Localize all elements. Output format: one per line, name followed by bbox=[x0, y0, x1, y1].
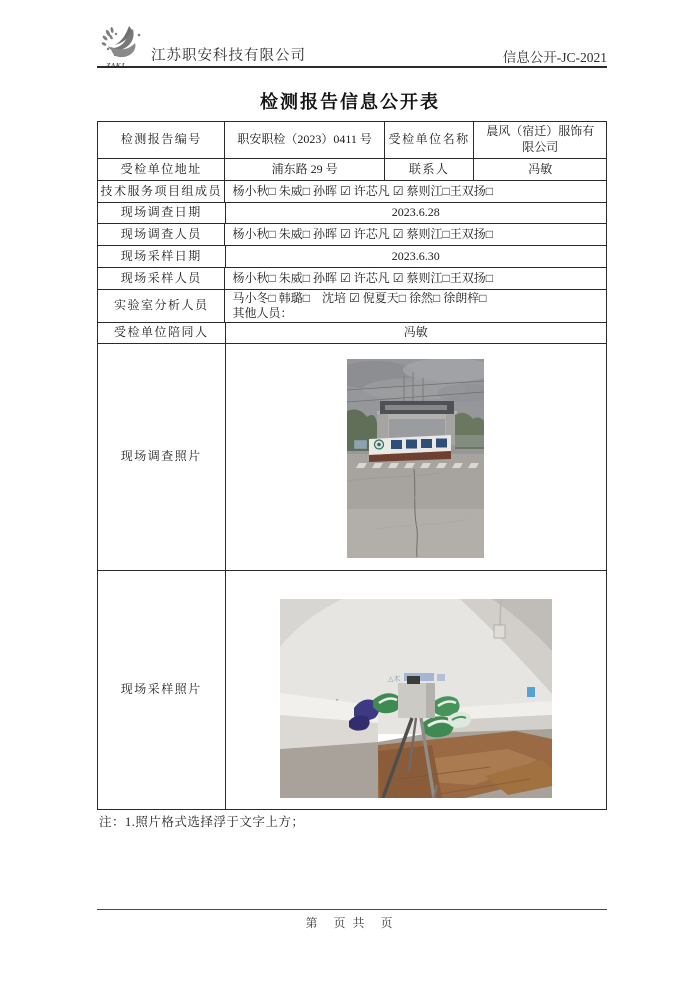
disclosure-table bbox=[97, 121, 607, 810]
footer-rule bbox=[97, 909, 607, 910]
company-logo bbox=[99, 25, 149, 71]
footer-page-number: 第 页 共 页 bbox=[305, 916, 395, 930]
table-row-survey-photo bbox=[98, 344, 606, 571]
survey-photo-cell bbox=[226, 344, 607, 571]
label-survey-personnel: 现场调查人员 bbox=[98, 224, 225, 246]
label-inspected-unit-name: 受检单位名称 bbox=[385, 122, 475, 159]
label-accompanying-person: 受检单位陪同人 bbox=[98, 323, 226, 344]
label-survey-date: 现场调查日期 bbox=[98, 203, 226, 224]
header-rule bbox=[97, 66, 607, 68]
lab-analysts-checkboxes: 马小冬□ 韩璐□ 沈培 ☑ 倪夏天□ 徐然□ 徐朗梓□ bbox=[232, 291, 487, 305]
table-row-address bbox=[98, 159, 606, 181]
lab-analysts-other: 其他人员： bbox=[232, 306, 293, 320]
label-lab-analysts: 实验室分析人员 bbox=[98, 290, 225, 323]
table-row-report-no bbox=[98, 122, 606, 159]
value-accompanying-person: 冯敏 bbox=[226, 323, 607, 344]
doc-code: 信息公开-JC-2021 bbox=[502, 50, 607, 65]
value-report-number: 职安职检（2023）0411 号 bbox=[225, 122, 384, 159]
label-sampling-photo: 现场采样照片 bbox=[98, 571, 226, 809]
table-row-sampling-personnel bbox=[98, 268, 606, 290]
factory-gate-photo bbox=[347, 359, 484, 558]
value-contact-person: 冯敏 bbox=[474, 159, 606, 181]
table-row-survey-personnel bbox=[98, 224, 606, 246]
sampling-room-photo bbox=[280, 599, 552, 798]
value-survey-personnel-checkboxes: 杨小秋□ 朱威□ 孙晖 ☑ 许芯凡 ☑ 蔡则江□王双扬□ bbox=[225, 224, 606, 246]
value-project-team-checkboxes: 杨小秋□ 朱威□ 孙晖 ☑ 许芯凡 ☑ 蔡则江□王双扬□ bbox=[225, 181, 606, 203]
company-name: 江苏职安科技有限公司 bbox=[151, 48, 306, 64]
label-project-team: 技术服务项目组成员 bbox=[98, 181, 225, 203]
table-row-sampling-photo bbox=[98, 571, 606, 809]
label-sampling-date: 现场采样日期 bbox=[98, 246, 226, 268]
page-title: 检测报告信息公开表 bbox=[260, 92, 440, 112]
value-lab-analysts bbox=[225, 290, 606, 323]
footnote: 注：1.照片格式选择浮于文字上方； bbox=[99, 815, 305, 829]
svg-text:△木: △木 bbox=[387, 675, 400, 683]
table-row-project-team bbox=[98, 181, 606, 203]
table-row-lab-analysts bbox=[98, 290, 606, 323]
label-sampling-personnel: 现场采样人员 bbox=[98, 268, 225, 290]
label-unit-address: 受检单位地址 bbox=[98, 159, 225, 181]
value-survey-date: 2023.6.28 bbox=[226, 203, 607, 224]
label-contact-person: 联系人 bbox=[385, 159, 475, 181]
table-row-sampling-date bbox=[98, 246, 606, 268]
value-unit-address: 浦东路 29 号 bbox=[225, 159, 384, 181]
sampling-photo-cell bbox=[226, 571, 607, 809]
table-row-survey-date bbox=[98, 203, 606, 224]
value-sampling-date: 2023.6.30 bbox=[226, 246, 607, 268]
value-inspected-unit-name: 晨风（宿迁）服饰有限公司 bbox=[474, 122, 606, 159]
label-survey-photo: 现场调查照片 bbox=[98, 344, 226, 571]
table-row-accompanying-person bbox=[98, 323, 606, 344]
label-report-number: 检测报告编号 bbox=[98, 122, 225, 159]
value-sampling-personnel-checkboxes: 杨小秋□ 朱威□ 孙晖 ☑ 许芯凡 ☑ 蔡则江□王双扬□ bbox=[225, 268, 606, 290]
